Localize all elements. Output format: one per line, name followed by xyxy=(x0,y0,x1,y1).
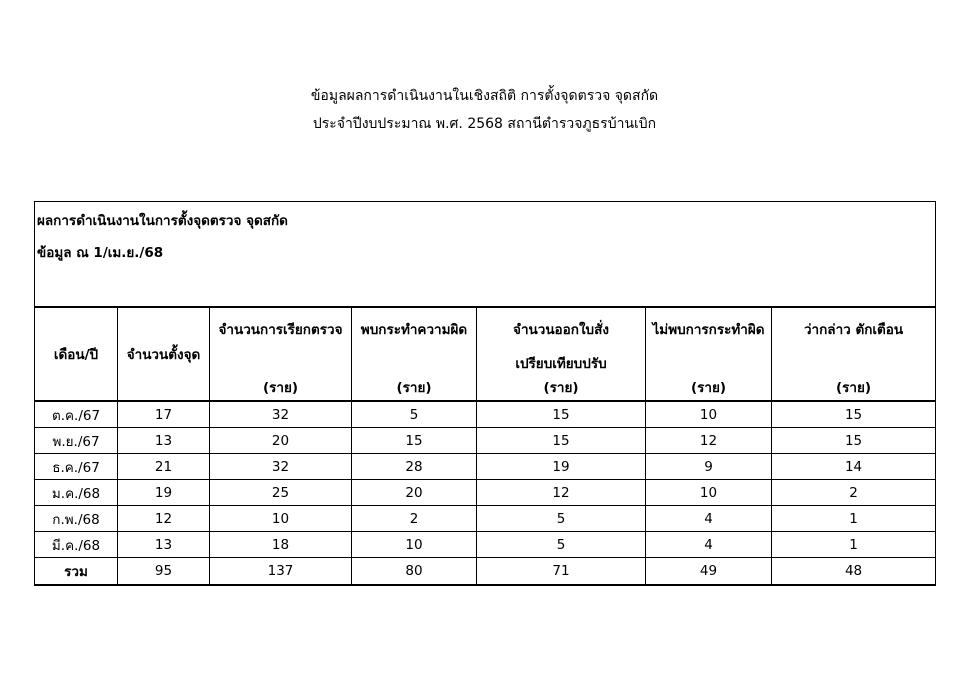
header-violations xyxy=(352,307,477,401)
cell-warnings: 2 xyxy=(772,480,936,506)
total-row xyxy=(35,558,936,586)
cell-checkpoints: 19 xyxy=(118,480,210,506)
cell-checkpoints: 12 xyxy=(118,506,210,532)
cell-fines: 19 xyxy=(477,454,646,480)
table-row xyxy=(35,480,936,506)
cell-warnings: 1 xyxy=(772,506,936,532)
cell-month: มี.ค./68 xyxy=(35,532,118,558)
header-no-violation-label: ไม่พบการกระทำผิด xyxy=(652,322,765,338)
header-fines-label-1: จำนวนออกใบสั่ง xyxy=(513,322,609,338)
cell-fines: 12 xyxy=(477,480,646,506)
cell-checkpoints: 13 xyxy=(118,428,210,454)
statistics-table xyxy=(34,201,936,586)
caption-date: ข้อมูล ณ 1/เม.ย./68 xyxy=(37,245,164,261)
cell-violations: 15 xyxy=(352,428,477,454)
title-line-1: ข้อมูลผลการดำเนินงานในเชิงสถิติ การตั้งจุดตรวจ จุดสกัด xyxy=(310,88,659,104)
cell-violations: 20 xyxy=(352,480,477,506)
cell-fines: 5 xyxy=(477,506,646,532)
cell-fines: 5 xyxy=(477,532,646,558)
header-month: เดือน/ปี xyxy=(35,307,118,401)
header-inspections-label: จำนวนการเรียกตรวจ xyxy=(218,322,343,338)
cell-warnings: 1 xyxy=(772,532,936,558)
cell-no-violation: 9 xyxy=(646,454,772,480)
header-fines xyxy=(477,307,646,401)
cell-violations: 10 xyxy=(352,532,477,558)
cell-inspections: 20 xyxy=(210,428,352,454)
cell-no-violation: 4 xyxy=(646,506,772,532)
header-checkpoints: จำนวนตั้งจุด xyxy=(118,307,210,401)
table-row xyxy=(35,506,936,532)
cell-checkpoints: 21 xyxy=(118,454,210,480)
header-no-violation xyxy=(646,307,772,401)
header-unit: (ราย) xyxy=(690,380,727,396)
cell-inspections: 32 xyxy=(210,401,352,428)
cell-checkpoints: 17 xyxy=(118,401,210,428)
header-unit: (ราย) xyxy=(543,380,579,396)
cell-violations: 28 xyxy=(352,454,477,480)
header-row xyxy=(35,307,936,401)
cell-violations: 2 xyxy=(352,506,477,532)
cell-fines: 15 xyxy=(477,428,646,454)
cell-no-violation: 10 xyxy=(646,480,772,506)
cell-no-violation: 4 xyxy=(646,532,772,558)
cell-inspections: 32 xyxy=(210,454,352,480)
total-inspections: 137 xyxy=(210,558,352,586)
header-unit: (ราย) xyxy=(396,380,432,396)
header-violations-label: พบกระทำความผิด xyxy=(360,322,468,338)
cell-month: ก.พ./68 xyxy=(35,506,118,532)
table-body xyxy=(35,401,936,558)
table-caption xyxy=(35,202,936,308)
total-fines: 71 xyxy=(477,558,646,586)
cell-month: ธ.ค./67 xyxy=(35,454,118,480)
cell-fines: 15 xyxy=(477,401,646,428)
cell-inspections: 10 xyxy=(210,506,352,532)
caption-title: ผลการดำเนินงานในการตั้งจุดตรวจ จุดสกัด xyxy=(37,213,288,229)
cell-month: ต.ค./67 xyxy=(35,401,118,428)
total-violations: 80 xyxy=(352,558,477,586)
table-row xyxy=(35,428,936,454)
total-warnings: 48 xyxy=(772,558,936,586)
header-warnings-label: ว่ากล่าว ตักเตือน xyxy=(803,322,904,338)
cell-checkpoints: 13 xyxy=(118,532,210,558)
header-fines-label-2: เปรียบเทียบปรับ xyxy=(515,356,607,372)
cell-warnings: 15 xyxy=(772,401,936,428)
cell-warnings: 14 xyxy=(772,454,936,480)
cell-month: ม.ค./68 xyxy=(35,480,118,506)
table-row xyxy=(35,401,936,428)
header-unit: (ราย) xyxy=(262,380,299,396)
total-checkpoints: 95 xyxy=(118,558,210,586)
total-label: รวม xyxy=(35,558,118,586)
cell-warnings: 15 xyxy=(772,428,936,454)
cell-no-violation: 10 xyxy=(646,401,772,428)
total-no-violation: 49 xyxy=(646,558,772,586)
cell-inspections: 18 xyxy=(210,532,352,558)
cell-inspections: 25 xyxy=(210,480,352,506)
cell-month: พ.ย./67 xyxy=(35,428,118,454)
title-line-2: ประจำปีงบประมาณ พ.ศ. 2568 สถานีตำรวจภูธรบ้านเบิก xyxy=(312,116,657,132)
document-title xyxy=(0,84,969,140)
table-row xyxy=(35,532,936,558)
header-unit: (ราย) xyxy=(835,380,872,396)
table-row xyxy=(35,454,936,480)
cell-violations: 5 xyxy=(352,401,477,428)
header-inspections xyxy=(210,307,352,401)
cell-no-violation: 12 xyxy=(646,428,772,454)
header-warnings xyxy=(772,307,936,401)
